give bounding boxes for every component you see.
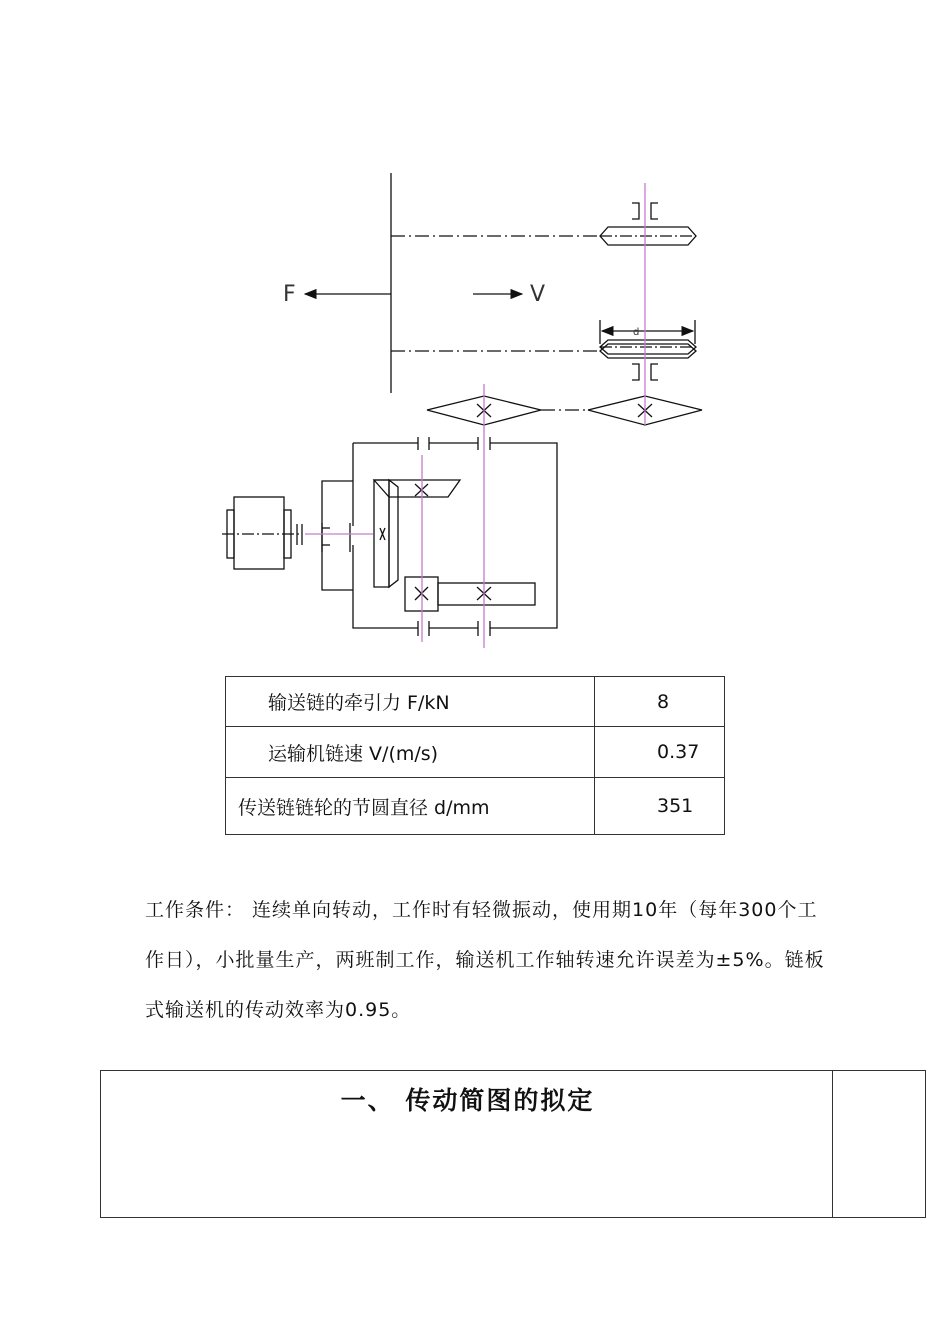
param-value: 0.37 (595, 727, 725, 778)
force-label: F (283, 282, 296, 307)
param-value: 351 (595, 778, 725, 835)
param-label: 运输机链速 V/(m/s) (226, 727, 595, 778)
section-title: 一、 传动简图的拟定 (340, 1086, 595, 1115)
param-label: 传送链链轮的节圆直径 d/mm (226, 778, 595, 835)
parameters-table (225, 676, 725, 835)
section-box (100, 1070, 926, 1218)
diameter-label: d (633, 327, 640, 338)
working-conditions: 工作条件： 连续单向转动，工作时有轻微振动，使用期10年（每年300个工作日），小批量生产，两班制工作，输送机工作轴转速允许误差为±5%。链板式输送机的传动效率为0.95。 (145, 899, 825, 1021)
transmission-diagram (0, 0, 950, 660)
param-label: 输送链的牵引力 F/kN (226, 677, 595, 727)
table-row (226, 778, 725, 835)
table-row (226, 727, 725, 778)
table-row (226, 677, 725, 727)
velocity-label: V (530, 282, 546, 307)
section-side-column (832, 1071, 833, 1217)
param-value: 8 (595, 677, 725, 727)
